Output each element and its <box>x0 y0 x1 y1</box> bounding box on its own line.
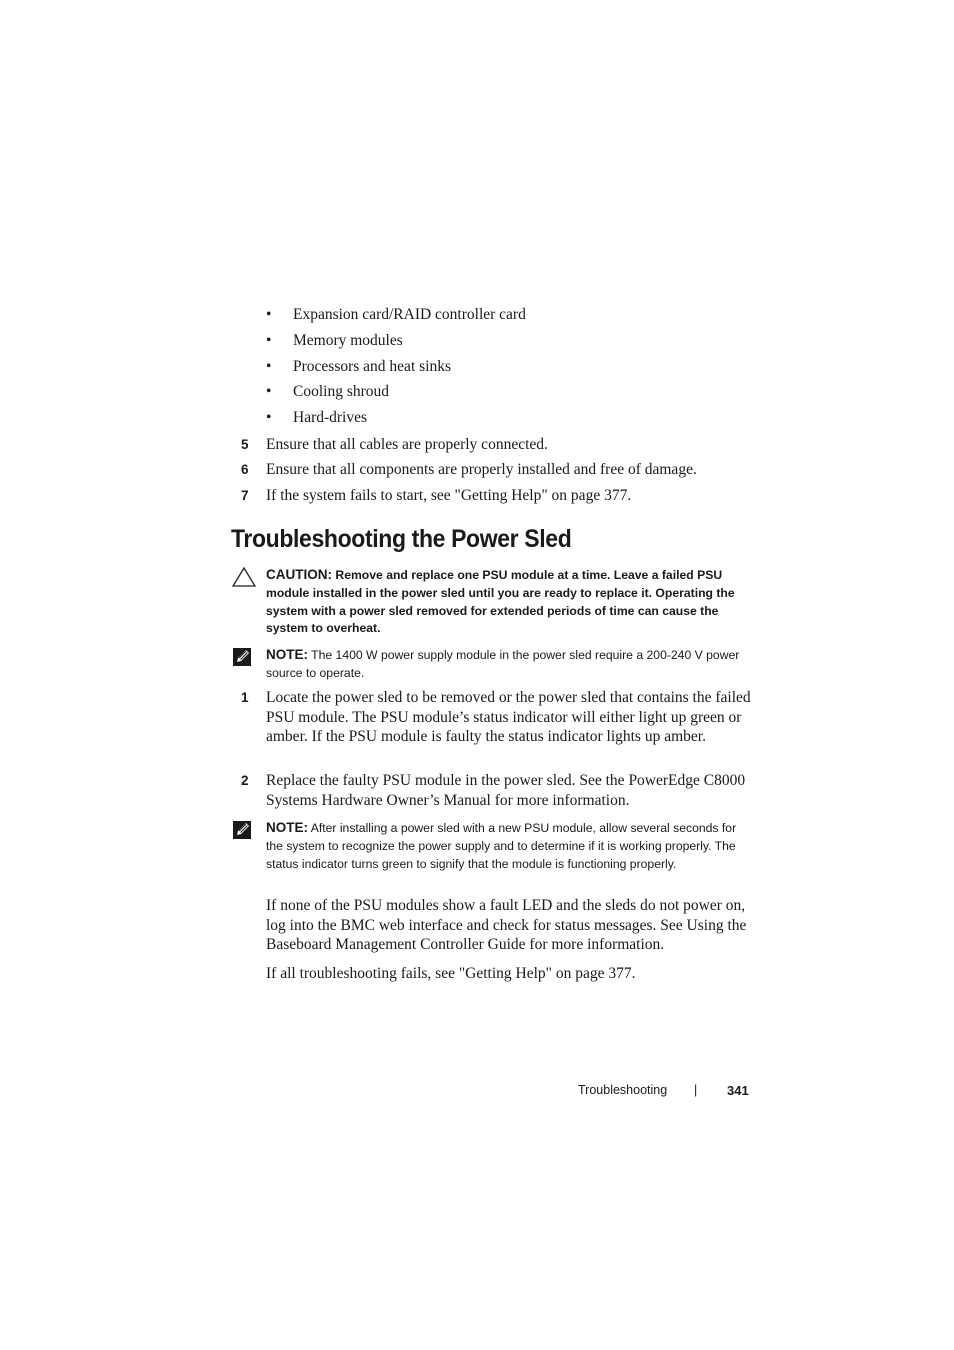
bullet-text: Hard-drives <box>293 409 368 427</box>
caution-callout <box>231 566 751 638</box>
step-number: 2 <box>241 773 249 788</box>
bullet-mark: • <box>266 331 272 349</box>
bullet-item <box>266 356 526 382</box>
note-body: After installing a power sled with a new PSU module, allow several seconds for the system to recognize the power supply and to determine if it is working properly. The status indicator turns green to signify that the module is functioning properly. <box>266 821 737 871</box>
note-pencil-icon <box>231 819 253 846</box>
step-6 <box>241 460 751 480</box>
step-number: 5 <box>241 437 249 452</box>
bullet-mark: • <box>266 306 272 323</box>
bullet-mark: • <box>266 357 272 375</box>
page-number: 341 <box>727 1083 749 1098</box>
step-text: Locate the power sled to be removed or the power sled that contains the failed PSU module. The PSU module’s status indicator will either light up green or amber. If the PSU module is faulty the status indicator lights up amber. <box>266 689 751 745</box>
bullet-text: Cooling shroud <box>293 383 390 401</box>
step-5 <box>241 435 751 455</box>
step-2 <box>241 771 751 810</box>
step-1 <box>241 688 751 747</box>
note-label: NOTE: <box>266 820 308 835</box>
step-number: 1 <box>241 690 249 705</box>
note-text-block <box>266 646 751 683</box>
step-number: 6 <box>241 462 249 477</box>
note-text-block <box>266 819 751 873</box>
note-callout-2 <box>231 819 751 873</box>
step-text: Ensure that all components are properly installed and free of damage. <box>266 461 697 478</box>
getting-help-paragraph: If all troubleshooting fails, see "Getting Help" on page 377. <box>266 965 636 982</box>
note-callout-1 <box>231 646 751 683</box>
bullet-text: Memory modules <box>293 331 403 349</box>
step-text: Ensure that all cables are properly connected. <box>266 436 548 453</box>
footer-section-name: Troubleshooting <box>578 1083 668 1097</box>
step-number: 7 <box>241 488 249 503</box>
caution-body: Remove and replace one PSU module at a time. Leave a failed PSU module installed in the power sled until you are ready to replace it. Operating the system with a power sled removed for extended periods of time can cause the system to overheat. <box>266 568 735 636</box>
bullet-item <box>266 407 526 433</box>
bullet-item <box>266 381 526 407</box>
note-body: The 1400 W power supply module in the power sled require a 200-240 V power source to operate. <box>266 648 740 680</box>
step-text: If the system fails to start, see "Getting Help" on page 377. <box>266 487 632 504</box>
note-label: NOTE: <box>266 647 308 662</box>
bullet-item <box>266 304 526 330</box>
bmc-paragraph: If none of the PSU modules show a fault LED and the sleds do not power on, log into the BMC web interface and check for status messages. See Using the Baseboard Management Controller Guide for more information. <box>266 897 747 953</box>
step-7 <box>241 486 751 506</box>
step-text: Replace the faulty PSU module in the power sled. See the PowerEdge C8000 Systems Hardware Owner’s Manual for more information. <box>266 772 746 809</box>
bullet-text: Processors and heat sinks <box>293 357 451 375</box>
caution-text-block <box>266 566 751 638</box>
component-bullet-list <box>266 304 526 433</box>
bullet-mark: • <box>266 383 272 401</box>
footer-separator: | <box>694 1083 698 1097</box>
section-heading: Troubleshooting the Power Sled <box>231 525 572 553</box>
bullet-item <box>266 330 526 356</box>
note-pencil-icon <box>231 646 253 673</box>
bullet-text: Expansion card/RAID controller card <box>293 306 526 323</box>
bullet-mark: • <box>266 409 272 427</box>
caution-triangle-icon <box>231 566 257 593</box>
caution-label: CAUTION: <box>266 567 332 582</box>
